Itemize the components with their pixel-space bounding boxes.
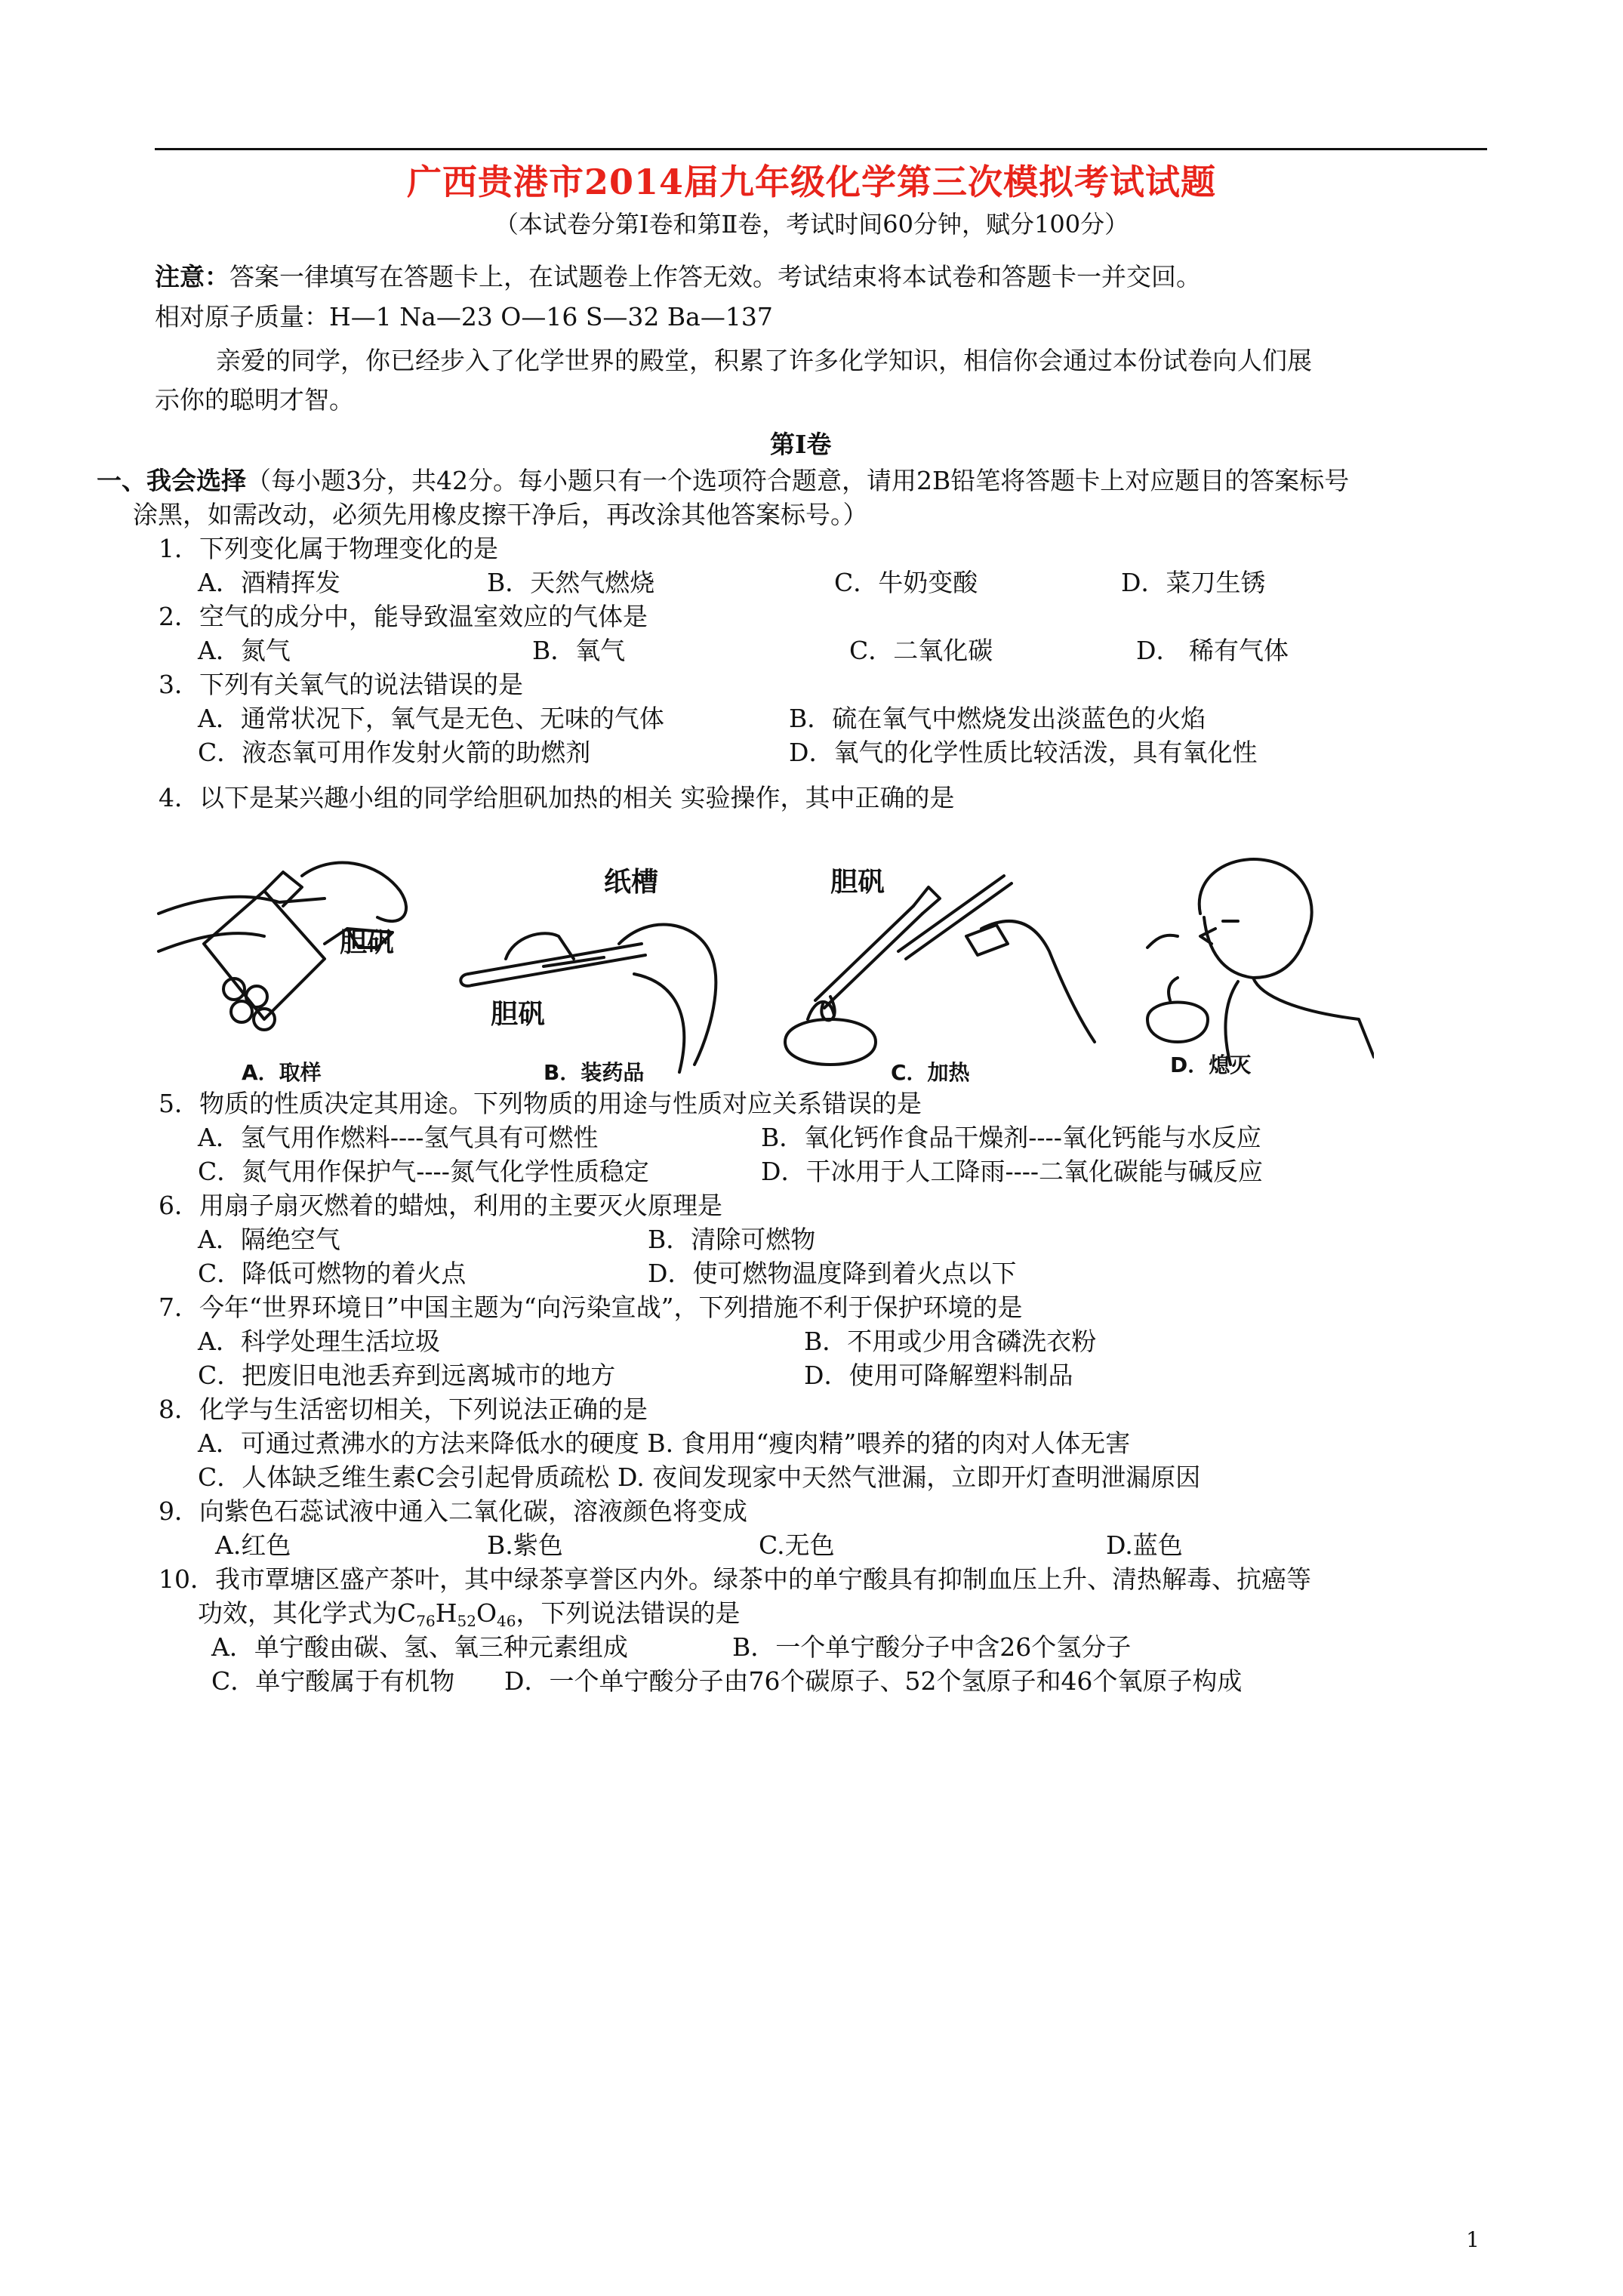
question-6-option-a[interactable]: A．隔绝空气 (198, 1225, 340, 1254)
intro-line-1: 亲爱的同学，你已经步入了化学世界的殿堂，积累了许多化学知识，相信你会通过本份试卷向人们展 (216, 346, 1312, 375)
question-4-stem: 4．以下是某兴趣小组的同学给胆矾加热的相关 实验操作，其中正确的是 (159, 783, 955, 812)
question-2-stem: 2．空气的成分中，能导致温室效应的气体是 (159, 602, 648, 631)
section-heading (97, 464, 1349, 498)
question-9-option-a[interactable]: A.红色 (215, 1530, 291, 1560)
formula-hydrogen: H (435, 1598, 457, 1628)
question-5-option-b[interactable]: B．氧化钙作食品干燥剂----氧化钙能与水反应 (761, 1123, 1261, 1152)
question-6-option-b[interactable]: B．清除可燃物 (648, 1225, 816, 1254)
question-7-option-b[interactable]: B．不用或少用含磷洗衣粉 (804, 1327, 1097, 1356)
question-6-option-c[interactable]: C．降低可燃物的着火点 (198, 1259, 467, 1288)
question-8-stem: 8．化学与生活密切相关，下列说法正确的是 (159, 1395, 648, 1424)
figure-label-alum-c: 胆矾 (830, 867, 885, 898)
question-2-option-a[interactable]: A．氮气 (198, 636, 291, 665)
figure-caption-c: C．加热 (891, 1060, 970, 1085)
attention-text: 答案一律填写在答题卡上，在试题卷上作答无效。考试结束将本试卷和答题卡一并交回。 (229, 262, 1201, 291)
formula-carbon-count: 76 (416, 1612, 436, 1630)
question-7-stem: 7．今年“世界环境日”中国主题为“向污染宣战”，下列措施不利于保护环境的是 (159, 1293, 1023, 1322)
question-2-option-c[interactable]: C．二氧化碳 (849, 636, 993, 665)
question-10-option-c[interactable]: C．单宁酸属于有机物 (211, 1666, 455, 1696)
question-7-option-c[interactable]: C．把废旧电池丢弃到远离城市的地方 (198, 1361, 616, 1390)
figure-caption-a: A．取样 (242, 1060, 322, 1085)
section-heading-line-2: 涂黑，如需改动，必须先用橡皮擦干净后，再改涂其他答案标号。） (133, 500, 868, 529)
intro-line-2: 示你的聪明才智。 (155, 385, 354, 415)
formula-prefix: 功效，其化学式为C (198, 1598, 417, 1628)
question-7-option-a[interactable]: A．科学处理生活垃圾 (198, 1327, 440, 1356)
formula-suffix: ，下列说法错误的是 (516, 1598, 741, 1628)
figure-label-alum-b: 胆矾 (491, 999, 546, 1030)
alum-experiment-figure (151, 846, 1374, 1087)
question-1-stem: 1．下列变化属于物理变化的是 (159, 534, 498, 563)
figure-caption-b: B．装药品 (544, 1060, 645, 1085)
figure-label-alum-a: 胆矾 (340, 927, 395, 958)
question-9-option-c[interactable]: C.无色 (759, 1530, 835, 1560)
question-1-option-a[interactable]: A．酒精挥发 (198, 568, 340, 597)
question-3-option-a[interactable]: A．通常状况下，氧气是无色、无味的气体 (198, 704, 664, 733)
question-10-option-b[interactable]: B．一个单宁酸分子中含26个氢分子 (732, 1632, 1132, 1662)
figure-label-trough: 纸槽 (604, 867, 659, 898)
section-heading-bold: 一、我会选择 (97, 466, 246, 495)
question-3-stem: 3．下列有关氧气的说法错误的是 (159, 670, 523, 699)
extinguish-illustration (1147, 859, 1374, 1065)
question-7-option-d[interactable]: D．使用可降解塑料制品 (804, 1361, 1073, 1390)
question-5-option-d[interactable]: D．干冰用于人工降雨----二氧化碳能与碱反应 (761, 1157, 1264, 1186)
question-3-option-b[interactable]: B．硫在氧气中燃烧发出淡蓝色的火焰 (789, 704, 1206, 733)
page-title: 广西贵港市2014届九年级化学第三次模拟考试试题 (406, 162, 1217, 202)
attention-label: 注意： (155, 262, 229, 291)
atomic-mass: 相对原子质量：H—1 Na—23 O—16 S—32 Ba—137 (155, 302, 773, 331)
question-5-option-a[interactable]: A．氢气用作燃料----氢气具有可燃性 (198, 1123, 599, 1152)
question-8-options-ab[interactable]: A．可通过煮沸水的方法来降低水的硬度 B. 食用用“瘦肉精”喂养的猪的肉对人体无害 (198, 1428, 1131, 1458)
formula-hydrogen-count: 52 (457, 1612, 476, 1630)
question-10-stem-line-1: 10．我市覃塘区盛产茶叶，其中绿茶享誉区内外。绿茶中的单宁酸具有抑制血压上升、清热解毒、抗癌等 (159, 1564, 1311, 1594)
question-3-option-c[interactable]: C．液态氧可用作发射火箭的助燃剂 (198, 738, 591, 767)
question-6-stem: 6．用扇子扇灭燃着的蜡烛，利用的主要灭火原理是 (159, 1191, 722, 1220)
volume-heading: 第Ⅰ卷 (770, 430, 832, 459)
question-3-option-d[interactable]: D．氧气的化学性质比较活泼，具有氧化性 (789, 738, 1258, 767)
section-heading-text: （每小题3分，共42分。每小题只有一个选项符合题意，请用2B铅笔将答题卡上对应题目的答案标号 (246, 466, 1350, 495)
question-8-options-cd[interactable]: C．人体缺乏维生素C会引起骨质疏松 D. 夜间发现家中天然气泄漏，立即开灯查明泄漏原因 (198, 1462, 1201, 1492)
page-number: 1 (1466, 2227, 1480, 2252)
question-1-option-b[interactable]: B．天然气燃烧 (487, 568, 655, 597)
formula-oxygen-count: 46 (497, 1612, 516, 1630)
heating-illustration (785, 876, 1095, 1065)
question-6-option-d[interactable]: D．使可燃物温度降到着火点以下 (648, 1259, 1017, 1288)
question-9-option-b[interactable]: B.紫色 (487, 1530, 563, 1560)
formula-oxygen: O (476, 1598, 497, 1628)
question-2-option-d[interactable]: D． 稀有气体 (1136, 636, 1289, 665)
question-2-option-b[interactable]: B．氧气 (532, 636, 626, 665)
question-10-option-d[interactable]: D．一个单宁酸分子由76个碳原子、52个氢原子和46个氧原子构成 (504, 1666, 1243, 1696)
top-rule (155, 148, 1487, 150)
question-9-option-d[interactable]: D.蓝色 (1106, 1530, 1183, 1560)
figure-caption-d: D．熄灭 (1170, 1052, 1252, 1077)
page-subtitle: （本试卷分第Ⅰ卷和第Ⅱ卷，考试时间60分钟，赋分100分） (494, 210, 1129, 239)
attention-note (155, 260, 1201, 294)
question-1-option-c[interactable]: C．牛奶变酸 (834, 568, 978, 597)
question-5-option-c[interactable]: C．氮气用作保护气----氮气化学性质稳定 (198, 1157, 649, 1186)
question-5-stem: 5．物质的性质决定其用途。下列物质的用途与性质对应关系错误的是 (159, 1089, 922, 1118)
question-10-option-a[interactable]: A．单宁酸由碳、氢、氧三种元素组成 (211, 1632, 628, 1662)
question-9-stem: 9．向紫色石蕊试液中通入二氧化碳，溶液颜色将变成 (159, 1496, 747, 1526)
question-1-option-d[interactable]: D．菜刀生锈 (1121, 568, 1266, 597)
